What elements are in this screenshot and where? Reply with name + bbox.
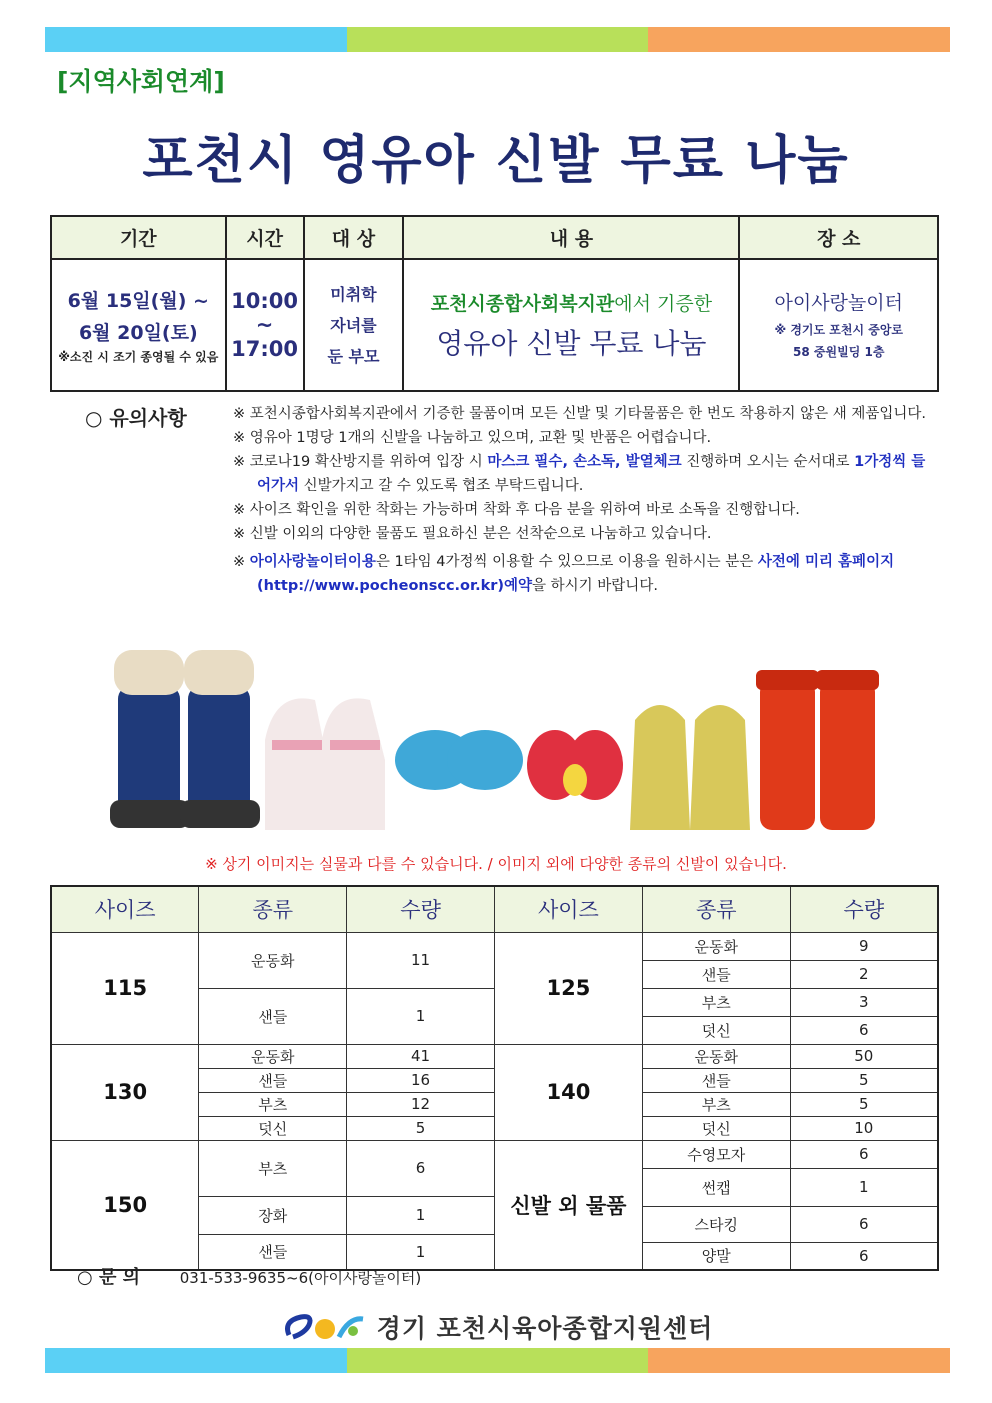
contact-phone: 031-533-9635~6(아이사랑놀이터): [179, 1269, 422, 1287]
stock-header-kind-2: 종류: [642, 886, 790, 932]
notes-list: [233, 402, 933, 598]
note-3-highlight-1: 마스크 필수, 손소독, 발열체크: [487, 454, 682, 470]
header-place: 장 소: [739, 216, 938, 259]
event-info-table: [50, 215, 939, 392]
note-3-text: ※ 코로나19 확산방지를 위하여 입장 시: [233, 454, 488, 470]
content-cell: [403, 259, 739, 391]
note-1: ※ 포천시종합사회복지관에서 기증한 물품이며 모든 신발 및 기타물품은 한 번도 착용하지 않은 새 제품입니다.: [233, 406, 926, 422]
center-name: 경기 포천시육아종합지원센터: [376, 1314, 714, 1343]
table-cell: 6: [790, 1016, 938, 1044]
pink-sneakers-image: [265, 698, 385, 830]
yellow-sandals-image: [630, 705, 750, 830]
table-cell: 6: [347, 1140, 495, 1196]
table-cell: 운동화: [642, 932, 790, 960]
size-125: 125: [494, 932, 642, 1044]
blue-shoes-image: [395, 730, 523, 790]
note-3-text-2: 진행하며 오시는 순서대로: [681, 454, 855, 470]
stock-header-kind: 종류: [199, 886, 347, 932]
table-cell: 1: [790, 1168, 938, 1206]
table-cell: 샌들: [642, 960, 790, 988]
table-cell: 12: [347, 1092, 495, 1116]
winter-boots-image: [110, 650, 260, 828]
note-6-highlight-1: 아이사랑놀이터이용: [249, 554, 376, 570]
bottom-color-bar: [45, 1348, 950, 1373]
table-cell: 부츠: [199, 1140, 347, 1196]
note-2: ※ 영유아 1명당 1개의 신발을 나눔하고 있으며, 교환 및 반품은 어렵습니다.: [233, 430, 712, 446]
stock-header-qty: 수량: [347, 886, 495, 932]
period-note: ※소진 시 조기 종영될 수 있음: [58, 349, 219, 364]
note-6-text-2: 을 하시기 바랍니다.: [532, 578, 658, 594]
content-donated: 에서 기증한: [614, 292, 713, 315]
place-name: 아이사랑놀이터: [774, 291, 903, 314]
stock-table: [50, 885, 939, 1271]
table-cell: 샌들: [199, 1234, 347, 1270]
table-cell: 부츠: [642, 1092, 790, 1116]
table-cell: 운동화: [199, 1044, 347, 1068]
center-logo-icon: [279, 1307, 369, 1347]
note-3-text-3: 신발가지고 갈 수 있도록 협조 부탁드립니다.: [299, 478, 584, 494]
target-line-2: 자녀를: [330, 315, 377, 335]
place-address-2: 58 중원빌딩 1층: [793, 344, 885, 359]
note-6-highlight-2: 사전에 미리 홈페이지(http://www.pocheonscc.or.kr)예약: [257, 554, 895, 594]
table-cell: 샌들: [199, 1068, 347, 1092]
strawberry-shoes-image: [527, 730, 623, 800]
period-cell: [51, 259, 226, 391]
table-cell: 10: [790, 1116, 938, 1140]
stock-header-size-2: 사이즈: [494, 886, 642, 932]
size-130: 130: [51, 1044, 199, 1140]
table-cell: 1: [347, 1196, 495, 1234]
table-cell: 수영모자: [642, 1140, 790, 1168]
table-cell: 샌들: [642, 1068, 790, 1092]
contact-label: ○ 문 의: [77, 1267, 141, 1288]
table-cell: 1: [347, 1234, 495, 1270]
top-color-bar: [45, 27, 950, 52]
shoes-photo: [100, 630, 890, 840]
table-cell: 5: [790, 1068, 938, 1092]
table-cell: 덧신: [642, 1016, 790, 1044]
table-cell: 2: [790, 960, 938, 988]
note-5: ※ 신발 이외의 다양한 물품도 필요하신 분은 선착순으로 나눔하고 있습니다.: [233, 526, 712, 542]
table-cell: 썬캡: [642, 1168, 790, 1206]
header-period: 기간: [51, 216, 226, 259]
contact-info: [77, 1263, 421, 1289]
table-cell: 16: [347, 1068, 495, 1092]
note-6: [233, 550, 933, 598]
note-6-text: 은 1타임 4가정씩 이용할 수 있으므로 이용을 원하시는 분은: [375, 554, 758, 570]
stock-header-qty-2: 수량: [790, 886, 938, 932]
table-cell: 스타킹: [642, 1206, 790, 1242]
table-cell: 부츠: [199, 1092, 347, 1116]
table-cell: 50: [790, 1044, 938, 1068]
period-end: 6월 20일(토): [78, 321, 198, 344]
image-caption: ※ 상기 이미지는 실물과 다를 수 있습니다. / 이미지 외에 다양한 종류의 신발이 있습니다.: [205, 855, 787, 873]
rain-boots-image: [756, 670, 879, 830]
table-cell: 1: [347, 988, 495, 1044]
period-start: 6월 15일(월) ~: [67, 289, 209, 312]
table-cell: 6: [790, 1242, 938, 1270]
time-cell: [226, 259, 304, 391]
table-cell: 5: [790, 1092, 938, 1116]
time-start: 10:00: [231, 289, 299, 313]
notes-heading: ○ 유의사항: [85, 406, 187, 430]
size-150: 150: [51, 1140, 199, 1270]
table-cell: 3: [790, 988, 938, 1016]
table-cell: 덧신: [642, 1116, 790, 1140]
target-line-1: 미취학: [330, 284, 377, 304]
time-end: 17:00: [231, 337, 299, 361]
table-cell: 41: [347, 1044, 495, 1068]
place-cell: [739, 259, 938, 391]
footer: [0, 1307, 992, 1347]
table-cell: 덧신: [199, 1116, 347, 1140]
table-cell: 11: [347, 932, 495, 988]
section-tag: [지역사회연계]: [57, 67, 225, 96]
table-cell: 샌들: [199, 988, 347, 1044]
table-cell: 양말: [642, 1242, 790, 1270]
note-6-mark: ※: [233, 554, 250, 570]
table-cell: 9: [790, 932, 938, 960]
table-cell: 운동화: [642, 1044, 790, 1068]
size-other: 신발 외 물품: [494, 1140, 642, 1270]
page-title: 포천시 영유아 신발 무료 나눔: [142, 131, 850, 191]
note-4: ※ 사이즈 확인을 위한 착화는 가능하며 착화 후 다음 분을 위하여 바로 소독을 진행합니다.: [233, 502, 800, 518]
header-content: 내 용: [403, 216, 739, 259]
content-main: 영유아 신발 무료 나눔: [436, 326, 707, 360]
stock-header-size: 사이즈: [51, 886, 199, 932]
content-org: 포천시종합사회복지관: [430, 292, 615, 315]
table-cell: 6: [790, 1140, 938, 1168]
note-3-highlight-2: 1가정씩 들어가서: [257, 454, 926, 494]
size-140: 140: [494, 1044, 642, 1140]
table-cell: 5: [347, 1116, 495, 1140]
time-sep: ~: [255, 313, 274, 337]
header-time: 시간: [226, 216, 304, 259]
table-cell: 운동화: [199, 932, 347, 988]
target-cell: [304, 259, 404, 391]
target-line-3: 둔 부모: [327, 346, 380, 366]
place-address-1: ※ 경기도 포천시 중앙로: [774, 322, 903, 337]
note-3: [233, 450, 933, 498]
table-cell: 6: [790, 1206, 938, 1242]
table-cell: 부츠: [642, 988, 790, 1016]
size-115: 115: [51, 932, 199, 1044]
table-cell: 장화: [199, 1196, 347, 1234]
header-target: 대 상: [304, 216, 404, 259]
